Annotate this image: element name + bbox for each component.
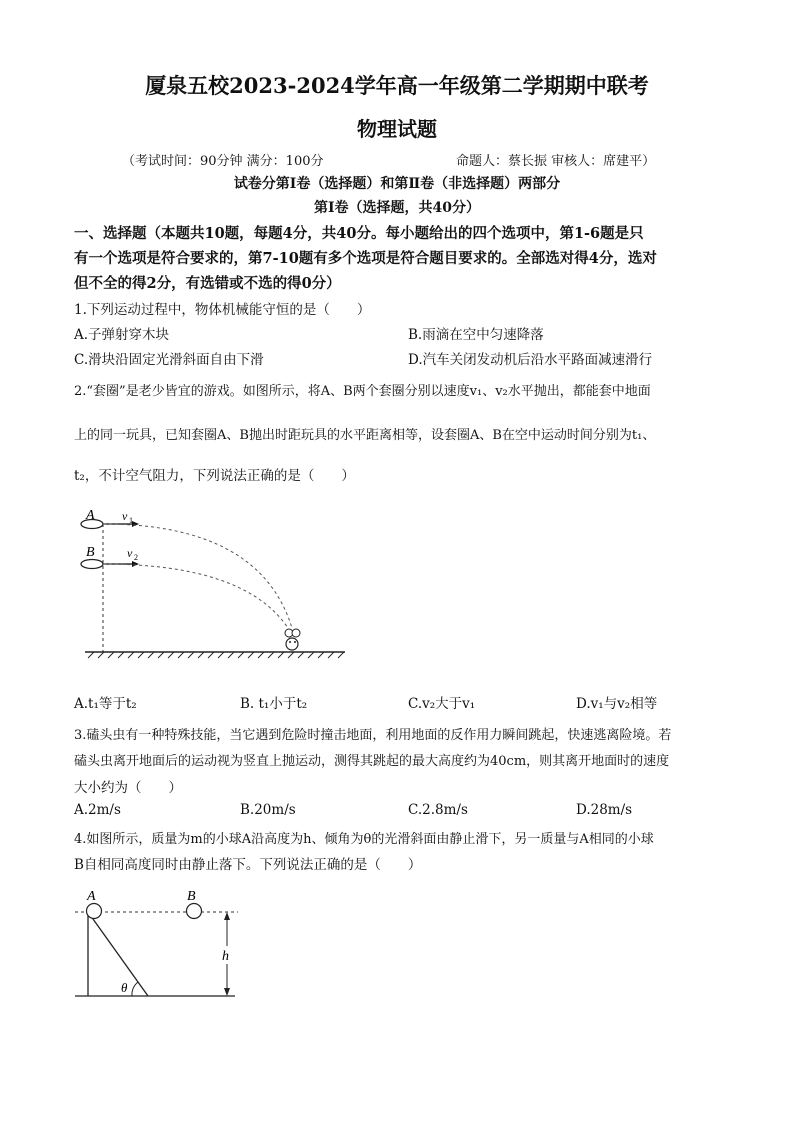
height-arrow-up [224,912,230,920]
q3-option-c: C.2.8m/s [408,802,468,818]
exam-title: 厦泉五校2023-2024学年高一年级第二学期期中联考 [145,73,649,98]
label-v2-subscript: 2 [134,553,138,562]
q3-line-2: 磕头虫离开地面后的运动视为竖直上抛运动，测得其跳起的最大高度约为40cm，则其离开地面时的速度 [74,754,670,769]
part1-title: 第Ⅰ卷（选择题，共40分） [313,200,481,216]
label-a: A [86,508,95,523]
theta-arc [132,982,138,996]
q2-option-a: A.t₁等于t₂ [74,696,137,712]
q1-stem: 1.下列运动过程中，物体机械能守恒的是（ ） [74,302,371,318]
subject-title: 物理试题 [357,117,437,141]
label-v1-subscript: 1 [129,516,133,525]
ground-hatching [88,652,344,658]
q3-option-b: B.20m/s [240,802,296,818]
q1-option-d: D.汽车关闭发动机后沿水平路面减速滑行 [408,352,653,368]
toy-icon [285,629,300,650]
exam-authors: 命题人：蔡长振 审核人：席建平） [456,154,656,169]
q2-ring-toss-figure [70,500,350,670]
q2-option-b: B. t₁小于t₂ [240,696,308,712]
section1-line-1: 一、选择题（本题共10题，每题4分，共40分。每小题给出的四个选项中，第1-6题是只 [74,225,644,242]
label-b: B [86,545,95,560]
label-v1: v [122,509,128,523]
section1-line-3: 但不全的得2分，有选错或不选的得0分） [74,275,341,292]
height-arrow-down [224,988,230,996]
q4-incline-figure [70,890,250,1005]
ball-b [187,904,202,919]
q4-line-2: B自相同高度同时由静止落下。下列说法正确的是（ ） [74,857,422,873]
ball-a [87,904,102,919]
q2-line-3: t₂，不计空气阻力，下列说法正确的是（ ） [74,468,355,484]
trajectory-a [103,524,292,628]
q2-option-d: D.v₁与v₂相等 [576,696,658,712]
incline-slope [88,912,148,996]
label-b: B [187,890,196,904]
label-a: A [87,890,96,904]
ring-b [81,560,103,569]
q2-line-1: 2.“套圈”是老少皆宜的游戏。如图所示，将A、B两个套圈分别以速度v₁、v₂水平抛出，都能套中地面 [74,384,651,399]
q2-line-2: 上的同一玩具，已知套圈A、B抛出时距玩具的水平距离相等，设套圈A、B在空中运动时间分别为t₁、 [74,428,656,443]
exam-info: （考试时间：90分钟 满分：100分 [122,154,324,169]
q1-option-b: B.雨滴在空中匀速降落 [408,327,544,343]
q4-line-1: 4.如图所示，质量为m的小球A沿高度为h、倾角为θ的光滑斜面由静止滑下，另一质量与A相同的小球 [74,832,654,847]
label-v2: v [127,546,133,560]
q1-option-a: A.子弹射穿木块 [74,327,170,343]
q3-option-d: D.28m/s [576,802,633,818]
q3-line-1: 3.磕头虫有一种特殊技能，当它遇到危险时撞击地面，利用地面的反作用力瞬间跳起，快速逃离险境。若 [74,728,672,743]
section1-line-2: 有一个选项是符合要求的，第7-10题有多个选项是符合题目要求的。全部选对得4分，选对 [74,250,657,267]
parts-note: 试卷分第Ⅰ卷（选择题）和第Ⅱ卷（非选择题）两部分 [233,176,561,192]
label-h: h [222,949,229,964]
q2-option-c: C.v₂大于v₁ [408,696,476,712]
q3-option-a: A.2m/s [74,802,121,818]
label-theta: θ [121,980,128,995]
q3-line-3: 大小约为（ ） [74,780,182,796]
q1-option-c: C.滑块沿固定光滑斜面自由下滑 [74,352,264,368]
